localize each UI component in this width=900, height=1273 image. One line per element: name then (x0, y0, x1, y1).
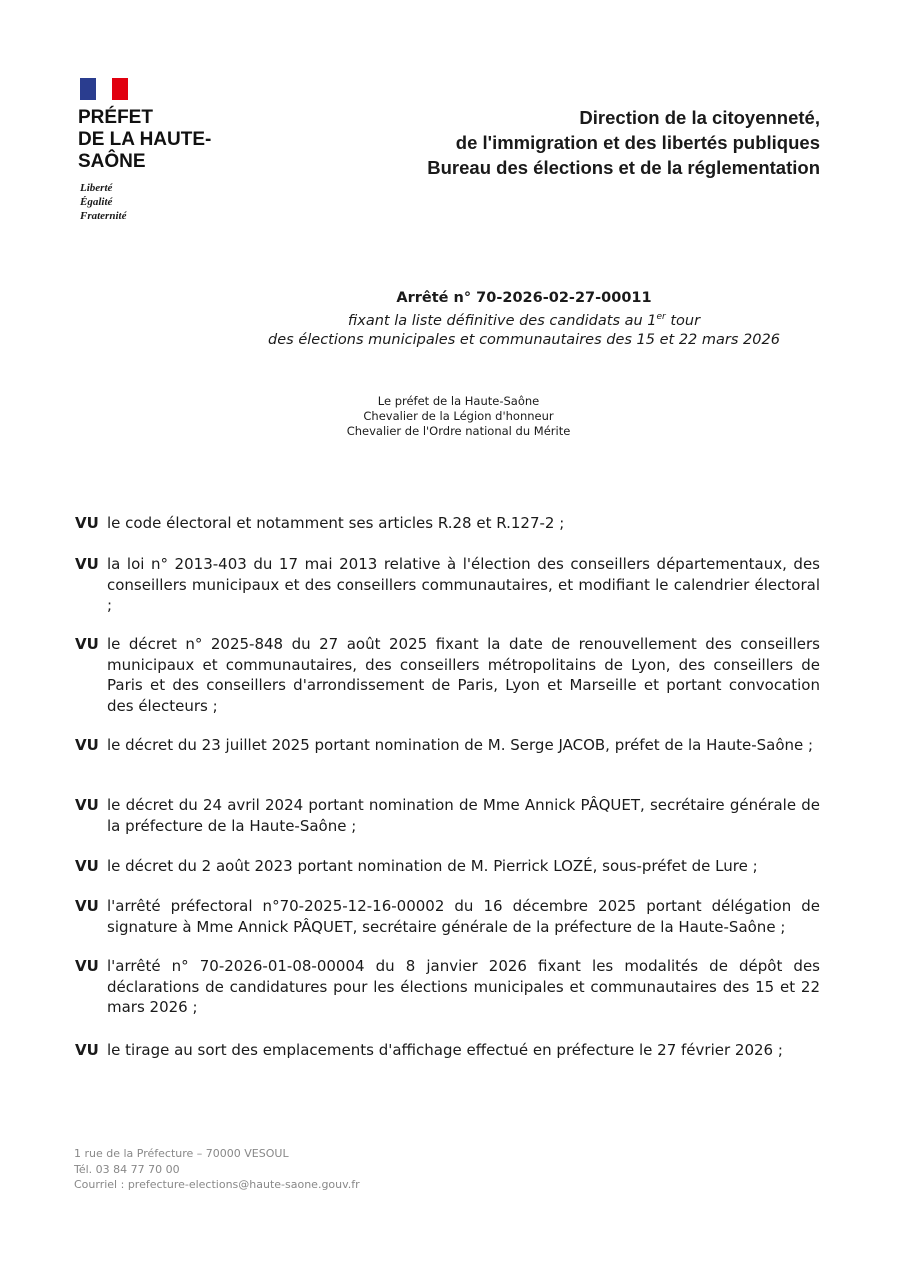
prefet-line: Chevalier de l'Ordre national du Mérite (346, 424, 571, 438)
subtitle-text: tour (665, 312, 701, 329)
decree-number: Arrêté n° 70-2026-02-27-00011 (396, 290, 652, 306)
decree-title (0, 289, 900, 350)
vu-label: VU (75, 514, 99, 532)
prefet-logo-title (78, 107, 211, 173)
vu-text: le décret n° 2025-848 du 27 août 2025 fixant la date de renouvellement des conseillers municipaux et communautaires, des conseillers métropolitains de Lyon, des conseillers de Paris et des conseillers d'arrondissement de Paris, Lyon et Marseille et portant convocation des électeurs ; (107, 635, 820, 715)
vu-text: le décret du 23 juillet 2025 portant nomination de M. Serge JACOB, préfet de la Haute-Saône ; (107, 736, 814, 754)
vu-item (75, 1040, 820, 1061)
direction-header (427, 105, 820, 180)
vu-text: le décret du 2 août 2023 portant nomination de M. Pierrick LOZÉ, sous-préfet de Lure ; (107, 857, 758, 875)
prefet-line: Le préfet de la Haute-Saône (377, 394, 540, 408)
vu-item (75, 513, 820, 534)
vu-label: VU (75, 1041, 99, 1059)
vu-text: l'arrêté préfectoral n°70-2025-12-16-00002 du 16 décembre 2025 portant délégation de signature à Mme Annick PÂQUET, secrétaire générale de la préfecture de la Haute-Saône ; (107, 897, 820, 936)
vu-label: VU (75, 635, 99, 653)
logo-line: PRÉFET (78, 107, 153, 128)
vu-text: le décret du 24 avril 2024 portant nomination de Mme Annick PÂQUET, secrétaire générale de la préfecture de la Haute-Saône ; (107, 796, 820, 835)
logo-line: DE LA HAUTE- (78, 129, 212, 150)
vu-item (75, 856, 820, 877)
subtitle-text: fixant la liste définitive des candidats au 1 (347, 312, 657, 329)
direction-line: Direction de la citoyenneté, (579, 107, 820, 128)
vu-label: VU (75, 736, 99, 754)
decree-subtitle (0, 308, 900, 331)
vu-item (75, 896, 820, 937)
vu-label: VU (75, 555, 99, 573)
vu-label: VU (75, 957, 99, 975)
motto-line: Liberté (80, 182, 113, 194)
vu-item (75, 795, 820, 836)
motto (80, 181, 126, 223)
footer-address (74, 1146, 360, 1193)
vu-item (75, 735, 820, 756)
vu-label: VU (75, 857, 99, 875)
motto-line: Fraternité (80, 210, 127, 222)
motto-line: Égalité (80, 196, 113, 208)
vu-text: l'arrêté n° 70-2026-01-08-00004 du 8 janvier 2026 fixant les modalités de dépôt des déclarations de candidatures pour les élections municipales et communautaires des 15 et 22 mars 2026 ; (107, 957, 820, 1016)
vu-item (75, 554, 820, 616)
prefet-titles (0, 394, 900, 439)
superscript: er (656, 312, 666, 322)
vu-item (75, 634, 820, 716)
vu-text: le tirage au sort des emplacements d'affichage effectué en préfecture le 27 février 2026 ; (107, 1041, 783, 1059)
prefet-line: Chevalier de la Légion d'honneur (363, 409, 554, 423)
vu-text: la loi n° 2013-403 du 17 mai 2013 relative à l'élection des conseillers départementaux, des conseillers municipaux et des conseillers communautaires, et modifiant le calendrier électoral ; (107, 555, 820, 614)
vu-item (75, 956, 820, 1018)
republic-flag-logo (80, 78, 128, 100)
footer-line: 1 rue de la Préfecture – 70000 VESOUL (74, 1147, 289, 1160)
footer-line: Courriel : prefecture-elections@haute-saone.gouv.fr (74, 1178, 360, 1191)
direction-line: Bureau des élections et de la réglementation (427, 157, 820, 178)
direction-line: de l'immigration et des libertés publiques (455, 132, 820, 153)
logo-line: SAÔNE (78, 151, 146, 172)
footer-line: Tél. 03 84 77 70 00 (74, 1162, 180, 1176)
vu-label: VU (75, 897, 99, 915)
vu-label: VU (75, 796, 99, 814)
decree-subtitle-line: des élections municipales et communautaires des 15 et 22 mars 2026 (268, 331, 780, 348)
vu-text: le code électoral et notamment ses articles R.28 et R.127-2 ; (107, 514, 565, 532)
